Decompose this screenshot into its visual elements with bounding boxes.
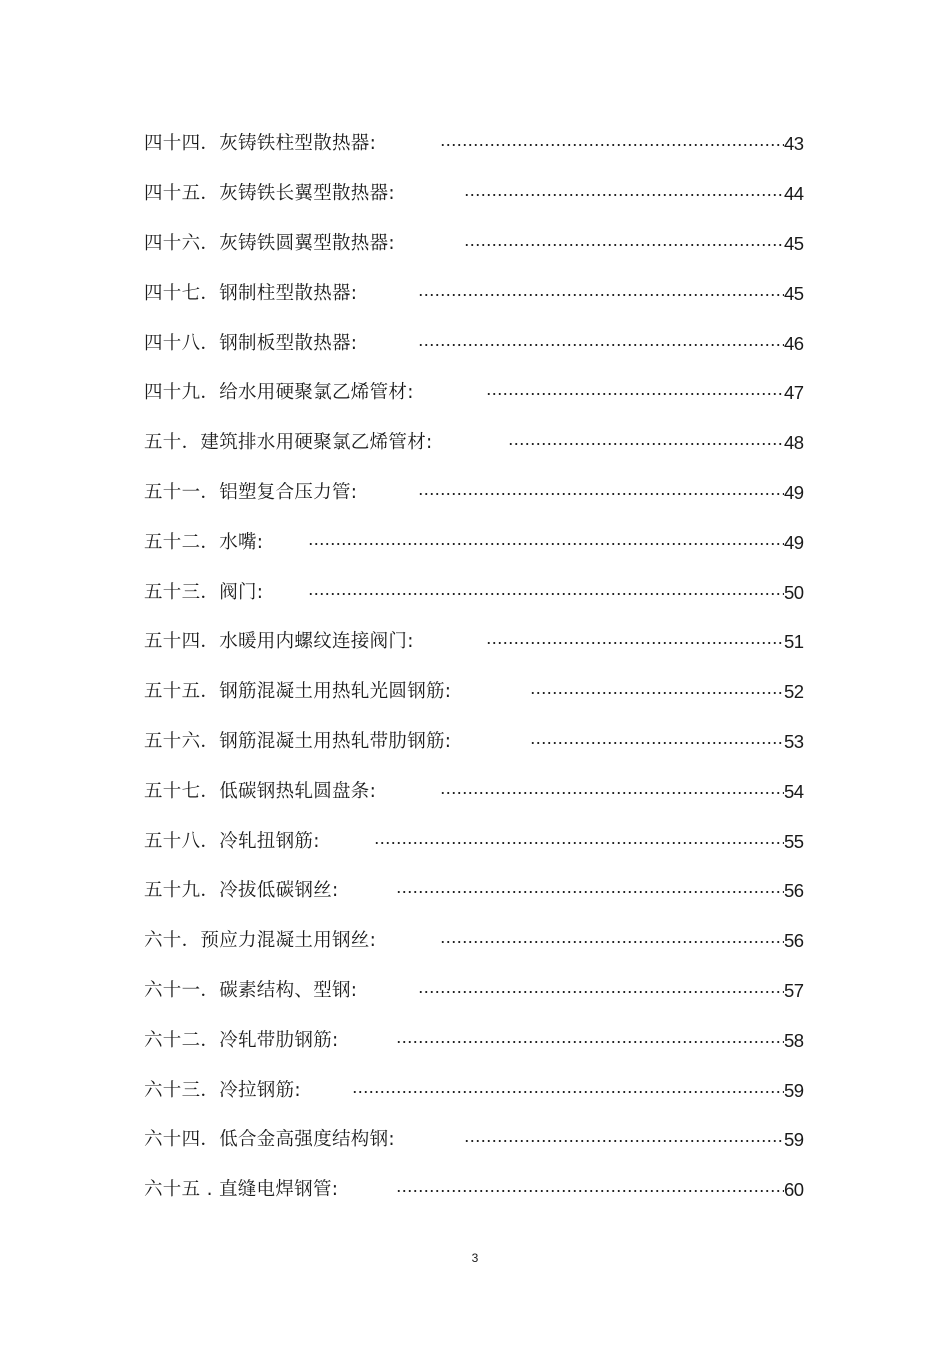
toc-entry[interactable] (0, 778, 950, 808)
toc-entry-page: 55 (784, 831, 804, 852)
toc-entry-title: 五十四．水暖用内螺纹连接阀门: (144, 631, 414, 652)
toc-dot-leader (374, 842, 784, 844)
toc-entry-title: 五十七．低碳钢热轧圆盘条: (144, 781, 377, 802)
toc-entry[interactable] (0, 1027, 950, 1057)
toc-entry-page: 60 (784, 1179, 804, 1200)
toc-dot-leader (418, 991, 784, 993)
toc-dot-leader (530, 742, 784, 744)
toc-entry-page: 59 (784, 1080, 804, 1101)
toc-entry-page: 57 (784, 980, 804, 1001)
toc-entry-page: 43 (784, 133, 804, 154)
toc-entry-title: 六十五 . 直缝电焊钢管: (144, 1179, 339, 1200)
toc-entry-title: 五十八．冷轧扭钢筋: (144, 831, 320, 852)
toc-entry-title: 六十．预应力混凝土用钢丝: (144, 930, 377, 951)
toc-entry-title: 六十一．碳素结构、型钢: (144, 980, 358, 1001)
toc-entry-page: 45 (784, 233, 804, 254)
toc-entry-page: 46 (784, 333, 804, 354)
toc-dot-leader (440, 941, 784, 943)
toc-entry-page: 56 (784, 930, 804, 951)
toc-dot-leader (396, 1190, 784, 1192)
toc-dot-leader (418, 493, 784, 495)
toc-entry-title: 四十六．灰铸铁圆翼型散热器: (144, 233, 395, 254)
toc-entry-title: 五十九．冷拔低碳钢丝: (144, 880, 339, 901)
toc-entry[interactable] (0, 529, 950, 559)
toc-entry[interactable] (0, 280, 950, 310)
toc-entry-page: 45 (784, 283, 804, 304)
toc-dot-leader (352, 1091, 784, 1093)
toc-entry[interactable] (0, 180, 950, 210)
toc-entry-title: 五十二．水嘴: (144, 532, 264, 553)
toc-entry-title: 五十三．阀门: (144, 582, 264, 603)
toc-entry-page: 49 (784, 532, 804, 553)
toc-entry[interactable] (0, 479, 950, 509)
toc-entry-page: 49 (784, 482, 804, 503)
toc-entry-page: 47 (784, 382, 804, 403)
toc-dot-leader (530, 692, 784, 694)
toc-entry-page: 50 (784, 582, 804, 603)
toc-entry-title: 五十．建筑排水用硬聚氯乙烯管材: (144, 432, 433, 453)
toc-dot-leader (464, 1140, 784, 1142)
toc-entry-title: 六十二．冷轧带肋钢筋: (144, 1030, 339, 1051)
toc-entry-title: 六十四．低合金高强度结构钢: (144, 1129, 395, 1150)
toc-entry[interactable] (0, 579, 950, 609)
toc-entry-title: 五十六．钢筋混凝土用热轧带肋钢筋: (144, 731, 452, 752)
toc-entry-page: 56 (784, 880, 804, 901)
toc-entry[interactable] (0, 429, 950, 459)
toc-dot-leader (486, 393, 784, 395)
toc-dot-leader (464, 194, 784, 196)
toc-entry-title: 四十四．灰铸铁柱型散热器: (144, 133, 377, 154)
toc-dot-leader (396, 891, 784, 893)
toc-entry[interactable] (0, 628, 950, 658)
toc-entry-title: 四十五．灰铸铁长翼型散热器: (144, 183, 395, 204)
toc-entry[interactable] (0, 877, 950, 907)
toc-dot-leader (418, 344, 784, 346)
toc-dot-leader (440, 792, 784, 794)
toc-entry-page: 54 (784, 781, 804, 802)
toc-entry-page: 44 (784, 183, 804, 204)
toc-entry-title: 四十八．钢制板型散热器: (144, 333, 358, 354)
toc-entry-title: 五十五．钢筋混凝土用热轧光圆钢筋: (144, 681, 452, 702)
toc-entry-page: 52 (784, 681, 804, 702)
page-number: 3 (471, 1251, 479, 1265)
toc-entry[interactable] (0, 1077, 950, 1107)
toc-dot-leader (396, 1041, 784, 1043)
toc-entry-page: 48 (784, 432, 804, 453)
toc-dot-leader (440, 144, 784, 146)
toc-dot-leader (308, 543, 784, 545)
toc-entry-title: 五十一．铝塑复合压力管: (144, 482, 358, 503)
toc-dot-leader (418, 294, 784, 296)
toc-dot-leader (486, 642, 784, 644)
toc-dot-leader (464, 244, 784, 246)
toc-entry-title: 四十九．给水用硬聚氯乙烯管材: (144, 382, 414, 403)
toc-entry[interactable] (0, 1126, 950, 1156)
toc-entry[interactable] (0, 130, 950, 160)
toc-entry[interactable] (0, 330, 950, 360)
toc-entry[interactable] (0, 1176, 950, 1206)
toc-entry[interactable] (0, 230, 950, 260)
toc-entry[interactable] (0, 927, 950, 957)
toc-dot-leader (508, 443, 784, 445)
toc-entry-page: 58 (784, 1030, 804, 1051)
toc-entry-page: 59 (784, 1129, 804, 1150)
toc-entry-title: 四十七．钢制柱型散热器: (144, 283, 358, 304)
toc-dot-leader (308, 593, 784, 595)
toc-entry[interactable] (0, 977, 950, 1007)
toc-entry[interactable] (0, 379, 950, 409)
toc-entry-page: 53 (784, 731, 804, 752)
toc-entry[interactable] (0, 678, 950, 708)
toc-entry[interactable] (0, 728, 950, 758)
toc-entry-title: 六十三．冷拉钢筋: (144, 1080, 301, 1101)
toc-entry[interactable] (0, 828, 950, 858)
toc-entry-page: 51 (784, 631, 804, 652)
